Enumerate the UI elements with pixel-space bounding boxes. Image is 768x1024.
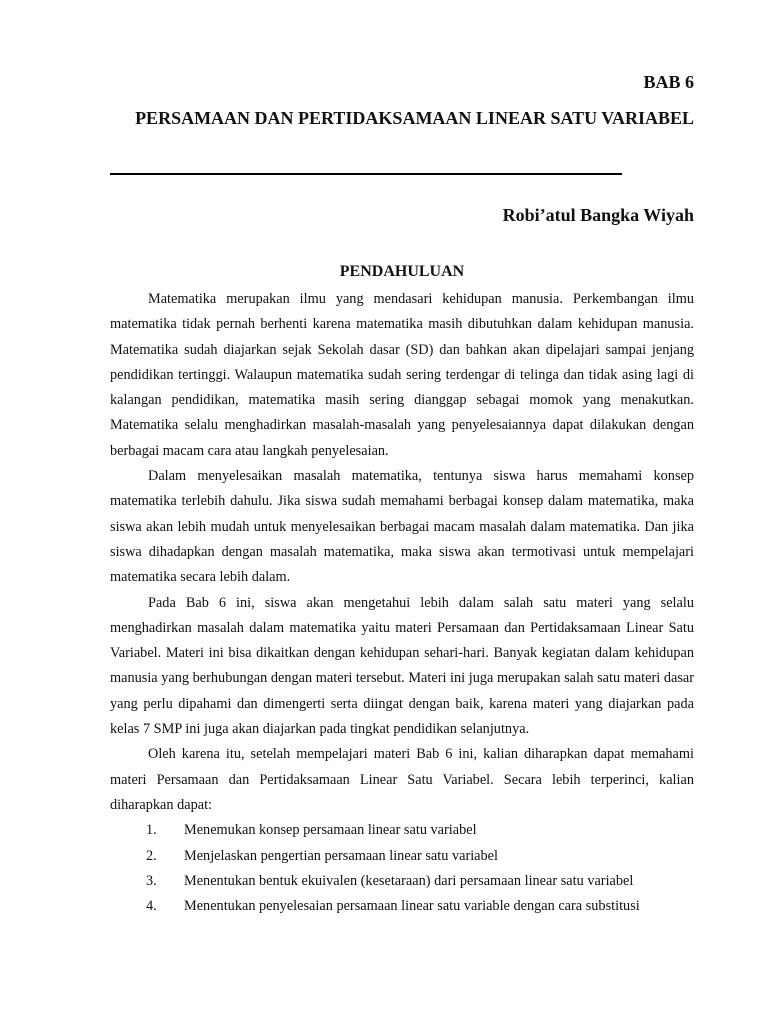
paragraph: Oleh karena itu, setelah mempelajari materi Bab 6 ini, kalian diharapkan dapat memahami materi Persamaan dan Pertidaksamaan Linear Satu Variabel. Secara lebih terperinci, kalian diharapkan dapat: xyxy=(110,746,694,813)
list-item-number: 4. xyxy=(146,898,157,915)
section-title: PENDAHULUAN xyxy=(339,263,465,280)
list-item-number: 2. xyxy=(146,847,157,864)
list-item xyxy=(110,894,694,919)
paragraph: Dalam menyelesaikan masalah matematika, tentunya siswa harus memahami konsep matematika terlebih dahulu. Jika siswa sudah memahami berbagai konsep dalam matematika, maka siswa akan lebih mudah untuk menyelesaikan berbagai macam masalah dalam matematika. Dan jika siswa dihadapkan dengan masalah matematika, maka siswa akan termotivasi untuk mempelajari matematika secara lebih dalam. xyxy=(110,468,694,586)
list-item-text: Menentukan bentuk ekuivalen (kesetaraan) dari persamaan linear satu variabel xyxy=(184,872,634,889)
author-name: Robi’atul Bangka Wiyah xyxy=(502,205,694,225)
list-item-text: Menjelaskan pengertian persamaan linear satu variabel xyxy=(184,847,498,864)
list-item-text: Menemukan konsep persamaan linear satu variabel xyxy=(184,822,477,839)
list-item-text: Menentukan penyelesaian persamaan linear satu variable dengan cara substitusi xyxy=(184,898,640,915)
objectives-list xyxy=(110,818,694,919)
paragraph: Pada Bab 6 ini, siswa akan mengetahui lebih dalam salah satu materi yang selalu menghadirkan masalah dalam matematika yaitu materi Persamaan dan Pertidaksamaan Linear Satu Variabel. Materi ini bisa dikaitkan dengan kehidupan sehari-hari. Banyak kegiatan dalam kehidupan manusia yang berhubungan dengan materi tersebut. Materi ini juga merupakan salah satu materi dasar yang perlu dipahami dan dimengerti serta diingat dengan baik, karena materi yang diajarkan pada kelas 7 SMP ini juga akan diajarkan pada tingkat pendidikan selanjutnya. xyxy=(110,594,694,738)
list-item xyxy=(110,869,694,894)
paragraph: Matematika merupakan ilmu yang mendasari kehidupan manusia. Perkembangan ilmu matematika tidak pernah berhenti karena matematika masih dibutuhkan dalam kehidupan manusia. Matematika sudah diajarkan sejak Sekolah dasar (SD) dan bahkan akan dipelajari sampai jenjang pendidikan tertinggi. Walaupun matematika sudah sering terdengar di telinga dan tidak asing lagi di kalangan pendidikan, matematika masih sering dianggap sebagai momok yang menakutkan. Matematika selalu menghadirkan masalah-masalah yang penyelesaiannya dapat dilakukan dengan berbagai macam cara atau langkah penyelesaian. xyxy=(110,291,694,459)
list-item-number: 3. xyxy=(146,872,157,889)
list-item-number: 1. xyxy=(146,822,157,839)
chapter-title: PERSAMAAN DAN PERTIDAKSAMAAN LINEAR SATU VARIABEL xyxy=(135,108,694,128)
list-item xyxy=(110,844,694,869)
section-body xyxy=(110,287,694,919)
title-divider xyxy=(110,173,622,175)
list-item xyxy=(110,818,694,843)
chapter-number: BAB 6 xyxy=(643,72,694,92)
